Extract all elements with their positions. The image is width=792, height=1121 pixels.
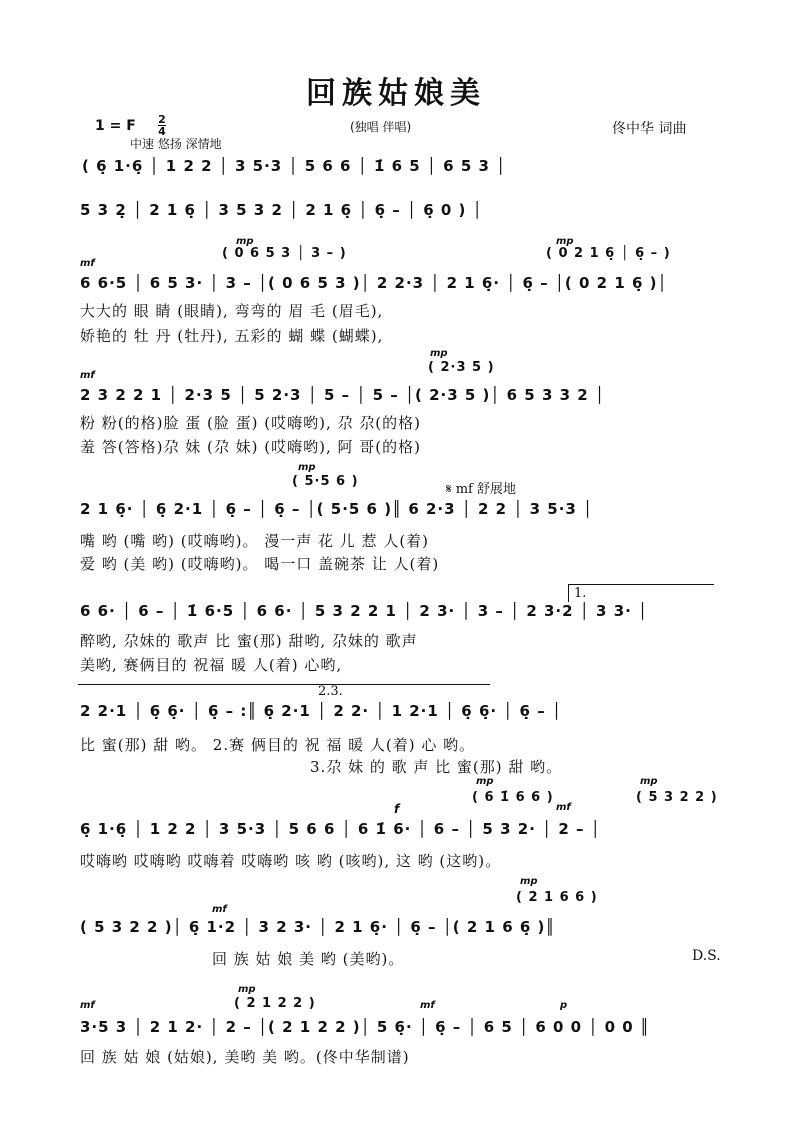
score-line-10	[0, 1018, 792, 1044]
score-line-3	[0, 258, 792, 292]
insert-row-4	[0, 348, 792, 374]
lyric-row-9	[0, 948, 792, 974]
insert-notation-9: ( 2 1 6 6 )	[516, 890, 598, 905]
insert-row-8	[0, 776, 792, 805]
score-line-5	[0, 500, 792, 526]
notation-line-9: ( 5 3 2 2 )│ 6̣ 1·2 │ 3 2 3· │ 2 1 6̣· │ 6̣ – │( 2 1 6 6̣ )║	[80, 918, 556, 936]
score-line-4	[0, 370, 792, 404]
tempo-marking: 中速 悠扬 深情地	[130, 137, 222, 151]
dynamic-mp: mp	[298, 462, 316, 473]
insert-notation-10: ( 2 1 2 2 )	[234, 996, 316, 1011]
dynamic-mp: mp	[476, 776, 494, 787]
dynamic-p: p	[560, 1000, 568, 1011]
volta-1-label: 1.	[574, 586, 587, 601]
score-line-7	[0, 702, 792, 728]
dynamic-mp: mp	[640, 776, 658, 787]
dynamic-mf: mf	[420, 1000, 435, 1011]
lyric-row-4a	[0, 412, 792, 438]
voice-designation: (独唱 伴唱)	[350, 120, 412, 134]
dynamic-mp: mp	[238, 984, 256, 995]
dynamic-mf: mf	[212, 904, 227, 915]
song-title: 回族姑娘美	[306, 76, 486, 111]
score-line-6	[0, 602, 792, 628]
dynamic-mf: mf	[80, 370, 95, 381]
notation-line-2: 5 3 2̣ │ 2 1 6̣ │ 3 5 3 2 │ 2 1 6̣ │ 6̣ – │ 6̣ 0 ) │	[80, 201, 483, 219]
lyric-row-6a	[0, 630, 792, 656]
notation-line-10: 3·5 3 │ 2 1 2· │ 2 – │( 2 1 2 2 )│ 5 6̣· │ 6̣ – │ 6 5 │ 6 0 0 │ 0 0 ║	[80, 1018, 650, 1036]
insert-notation-3a: ( 0 6 5 3 │ 3 – )	[222, 246, 347, 261]
lyric-line-4-verse-1: 粉 粉(的格)脸 蛋 (脸 蛋) (哎嗨哟), 尕 尕(的格)	[80, 414, 421, 432]
insert-notation-5: ( 5·5 6 )	[292, 474, 359, 489]
lyric-row-8	[0, 850, 792, 876]
insert-row-5	[0, 462, 792, 497]
score-line-2	[0, 201, 792, 227]
lyric-row-4b	[0, 436, 792, 462]
lyric-row-3a	[0, 300, 792, 326]
composer-credit: 佟中华 词曲	[612, 121, 687, 137]
notation-line-6: 6 6· │ 6 – │ 1̇ 6·5 │ 6 6· │ 5 3 2 2 1 │ 2 3· │ 3 – │ 2 3·2 │ 3 3· │	[80, 602, 649, 620]
insert-notation-4: ( 2·3 5 )	[428, 360, 495, 375]
dal-segno-mark: D.S.	[692, 948, 721, 964]
dynamic-mp: mp	[430, 348, 448, 359]
insert-notation-8b: ( 5 3 2 2 )	[636, 790, 718, 805]
score-line-1	[0, 157, 792, 183]
notation-line-8: 6̣ 1·6̣ │ 1 2 2 │ 3 5·3 │ 5 6 6 │ 6 1̇ 6· │ 6 – │ 5 3 2· │ 2 – │	[80, 820, 601, 838]
volta-1-bracket	[568, 584, 714, 585]
insert-row-9	[0, 876, 792, 905]
lyric-line-8: 哎嗨哟 哎嗨哟 哎嗨着 哎嗨哟 咳 哟 (咳哟), 这 哟 (这哟)。	[80, 852, 502, 870]
dynamic-mf: mf	[80, 1000, 95, 1011]
dynamic-mf: mf	[556, 802, 571, 813]
lyric-row-5b	[0, 553, 792, 579]
key-signature: 1 = F	[95, 118, 136, 134]
meter-top: 2	[158, 113, 166, 126]
notation-line-3: 6 6·5 │ 6 5 3· │ 3 – │( 0 6 5 3 )│ 2 2·3 │ 2 1 6̣· │ 6̣ – │( 0 2 1 6̣ )│	[80, 274, 668, 292]
lyric-line-6-verse-2: 美哟, 赛俩目的 祝福 暖 人(着) 心哟,	[80, 656, 343, 674]
time-signature	[158, 114, 166, 137]
lyric-line-7-verse-1: 比 蜜(那) 甜 哟。 2.赛 俩目的 祝 福 暖 人(着) 心 哟。	[80, 736, 476, 754]
lyric-line-10: 回 族 姑 娘 (姑娘), 美哟 美 哟。(佟中华制谱)	[80, 1048, 410, 1066]
lyric-line-3-verse-1: 大大的 眼 睛 (眼睛), 弯弯的 眉 毛 (眉毛),	[80, 302, 384, 320]
notation-line-7: 2 2·1 │ 6̣ 6̣· │ 6̣ – :║ 6̣ 2·1 │ 2 2· │ 1 2·1 │ 6̣ 6̣· │ 6̣ – │	[80, 702, 562, 720]
insert-row-3	[0, 236, 792, 262]
volta-2-3-label: 2.3.	[318, 684, 343, 699]
lyric-line-9: 回 族 姑 娘 美 哟 (美哟)。	[212, 950, 405, 968]
lyric-line-5-verse-2: 爱 哟 (美 哟) (哎嗨哟)。 喝一口 盖碗茶 让 人(着)	[80, 555, 440, 573]
segno-expression: 𝄋 mf 舒展地	[446, 482, 516, 497]
notation-line-4: 2 3 2 2 1 │ 2·3 5 │ 5 2·3 │ 5 – │ 5 – │( 2·3 5 )│ 6 5 3 3 2 │	[80, 386, 605, 404]
lyric-row-10	[0, 1046, 792, 1072]
insert-notation-8a: ( 6 1̇ 6 6 )	[472, 790, 554, 805]
lyric-row-6b	[0, 654, 792, 680]
dynamic-mp: mp	[520, 876, 538, 887]
lyric-line-7-verse-2: 3.尕 妹 的 歌 声 比 蜜(那) 甜 哟。	[310, 758, 563, 776]
dynamic-mp: mp	[556, 236, 574, 247]
notation-line-1: ( 6̣ 1·6̣ │ 1 2 2 │ 3 5·3 │ 5 6 6 │ 1̇ 6 5 │ 6 5 3 │	[82, 157, 507, 175]
dynamic-mf: mf	[80, 258, 95, 269]
lyric-line-5-verse-1: 嘴 哟 (嘴 哟) (哎嗨哟)。 漫一声 花 儿 惹 人(着)	[80, 532, 430, 550]
lyric-line-6-verse-1: 醉哟, 尕妹的 歌声 比 蜜(那) 甜哟, 尕妹的 歌声	[80, 632, 418, 650]
dynamic-mp: mp	[236, 236, 254, 247]
lyric-line-3-verse-2: 娇艳的 牡 丹 (牡丹), 五彩的 蝴 蝶 (蝴蝶),	[80, 327, 384, 345]
notation-line-5: 2 1 6̣· │ 6̣ 2·1 │ 6̣ – │ 6̣ – │( 5·5 6 )║ 6 2·3 │ 2 2 │ 3 5·3 │	[80, 500, 594, 518]
meter-bottom: 4	[158, 125, 166, 138]
insert-notation-3b: ( 0 2 1 6̣ │ 6̣ – )	[546, 246, 671, 261]
score-line-8	[0, 820, 792, 846]
dynamic-f: f	[394, 802, 400, 816]
lyric-line-4-verse-2: 羞 答(答格)尕 妹 (尕 妹) (哎嗨哟), 阿 哥(的格)	[80, 438, 421, 456]
score-line-9	[0, 918, 792, 944]
